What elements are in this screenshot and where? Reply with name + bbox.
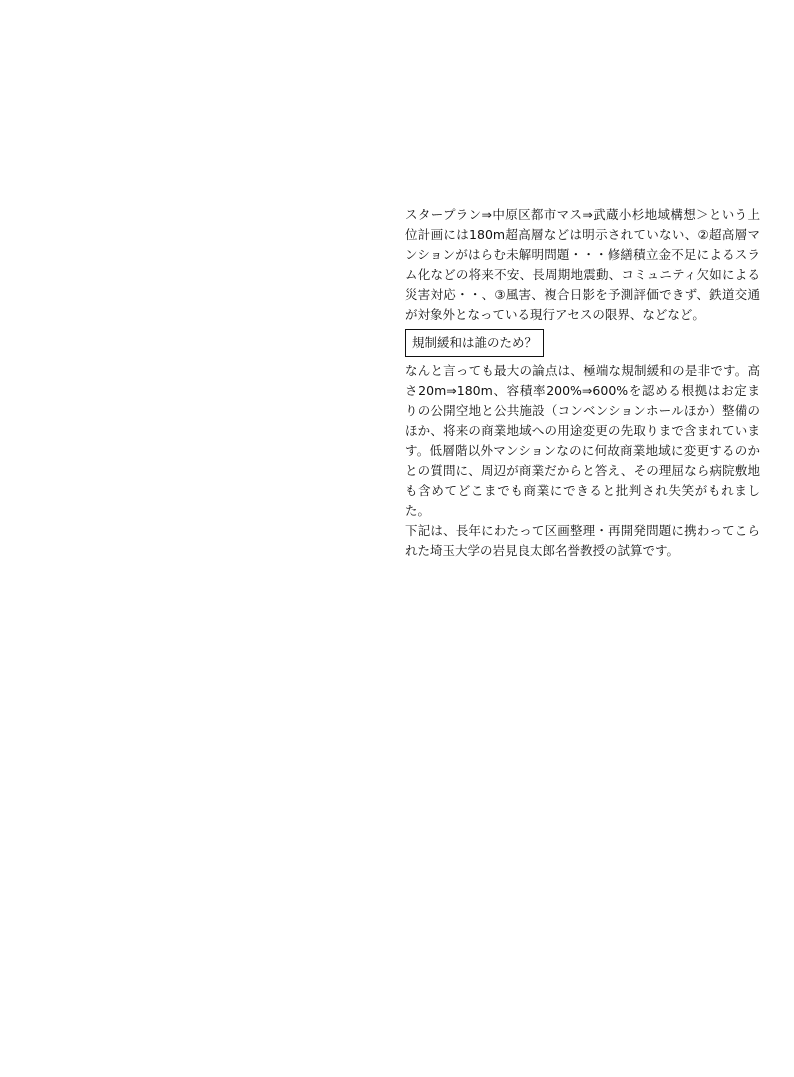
- column-2: [405, 205, 760, 561]
- subheading-box: [405, 329, 544, 357]
- paragraph: スタープラン⇒中原区都市マス⇒武蔵小杉地域構想＞という上位計画には180m超高層などは明示されていない、②超高層マンションがはらむ未解明問題・・・修繕積立金不足によるスラム化などの将来不安、長周期地震動、コミュニティ欠如による災害対応・・、③風害、複合日影を予測評価できず、鉄道交通が対象外となっている現行アセスの限界、などなど。: [405, 207, 760, 322]
- subheading: 規制緩和は誰のため？: [412, 335, 538, 350]
- paragraph: なんと言っても最大の論点は、極端な規制緩和の是非です。高さ20m⇒180m、容積率200%⇒600%を認める根拠はお定まりの公開空地と公共施設（コンベンションホールほか）整備のほか、将来の商業地域への用途変更の先取りまで含まれています。低層階以外マンションなのに何故商業地域に変更するのかとの質問に、周辺が商業だからと答え、その理屈なら病院敷地も含めてどこまでも商業にできると批判され失笑がもれました。: [405, 363, 760, 518]
- paragraph: 下記は、長年にわたって区画整理・再開発問題に携わってこられた埼玉大学の岩見良太郎名誉教授の試算です。: [405, 523, 760, 558]
